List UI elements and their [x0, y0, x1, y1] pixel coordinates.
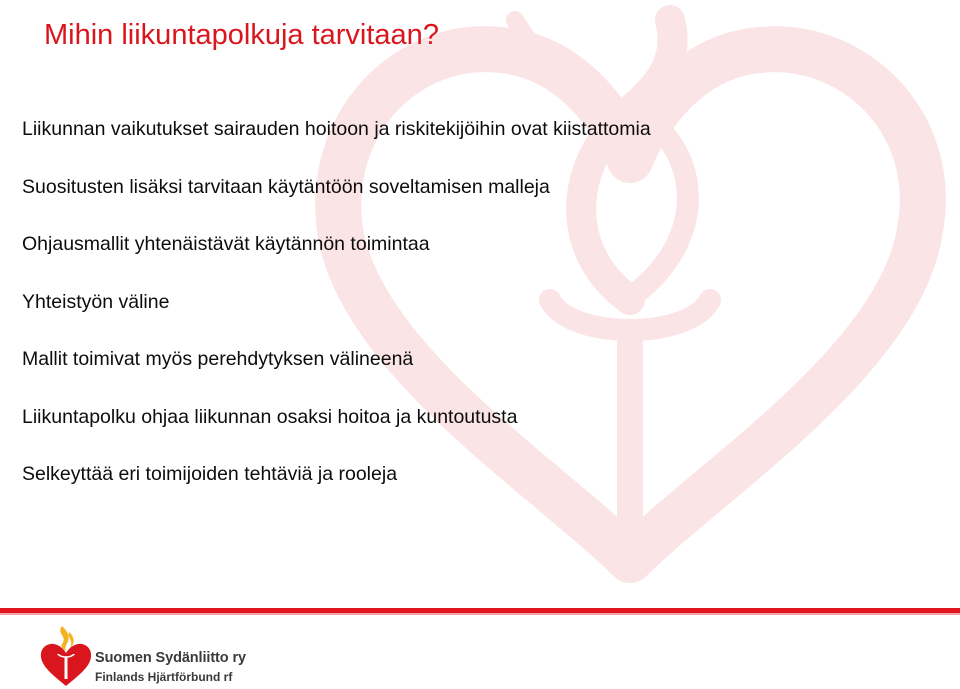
org-name-swedish: Finlands Hjärtförbund rf	[95, 670, 233, 684]
slide-title: Mihin liikuntapolkuja tarvitaan?	[44, 19, 439, 51]
bullet-list	[22, 118, 651, 521]
bullet-item: Suositusten lisäksi tarvitaan käytäntöön soveltamisen malleja	[22, 175, 550, 198]
bullet-item: Ohjausmallit yhtenäistävät käytännön toimintaa	[22, 233, 430, 255]
bullet-item: Liikuntapolku ohjaa liikunnan osaksi hoitoa ja kuntoutusta	[22, 405, 518, 428]
heart-torch-icon	[38, 624, 94, 688]
bullet-item: Liikunnan vaikutukset sairauden hoitoon ja riskitekijöihin ovat kiistattomia	[22, 118, 651, 140]
bullet-item: Mallit toimivat myös perehdytyksen välineenä	[22, 348, 414, 370]
bullet-item: Selkeyttää eri toimijoiden tehtäviä ja rooleja	[22, 463, 398, 485]
org-name-finnish: Suomen Sydänliitto ry	[95, 650, 246, 666]
organization-logo	[38, 624, 278, 688]
bullet-item: Yhteistyön väline	[22, 290, 170, 313]
footer-divider-shadow	[0, 613, 960, 615]
